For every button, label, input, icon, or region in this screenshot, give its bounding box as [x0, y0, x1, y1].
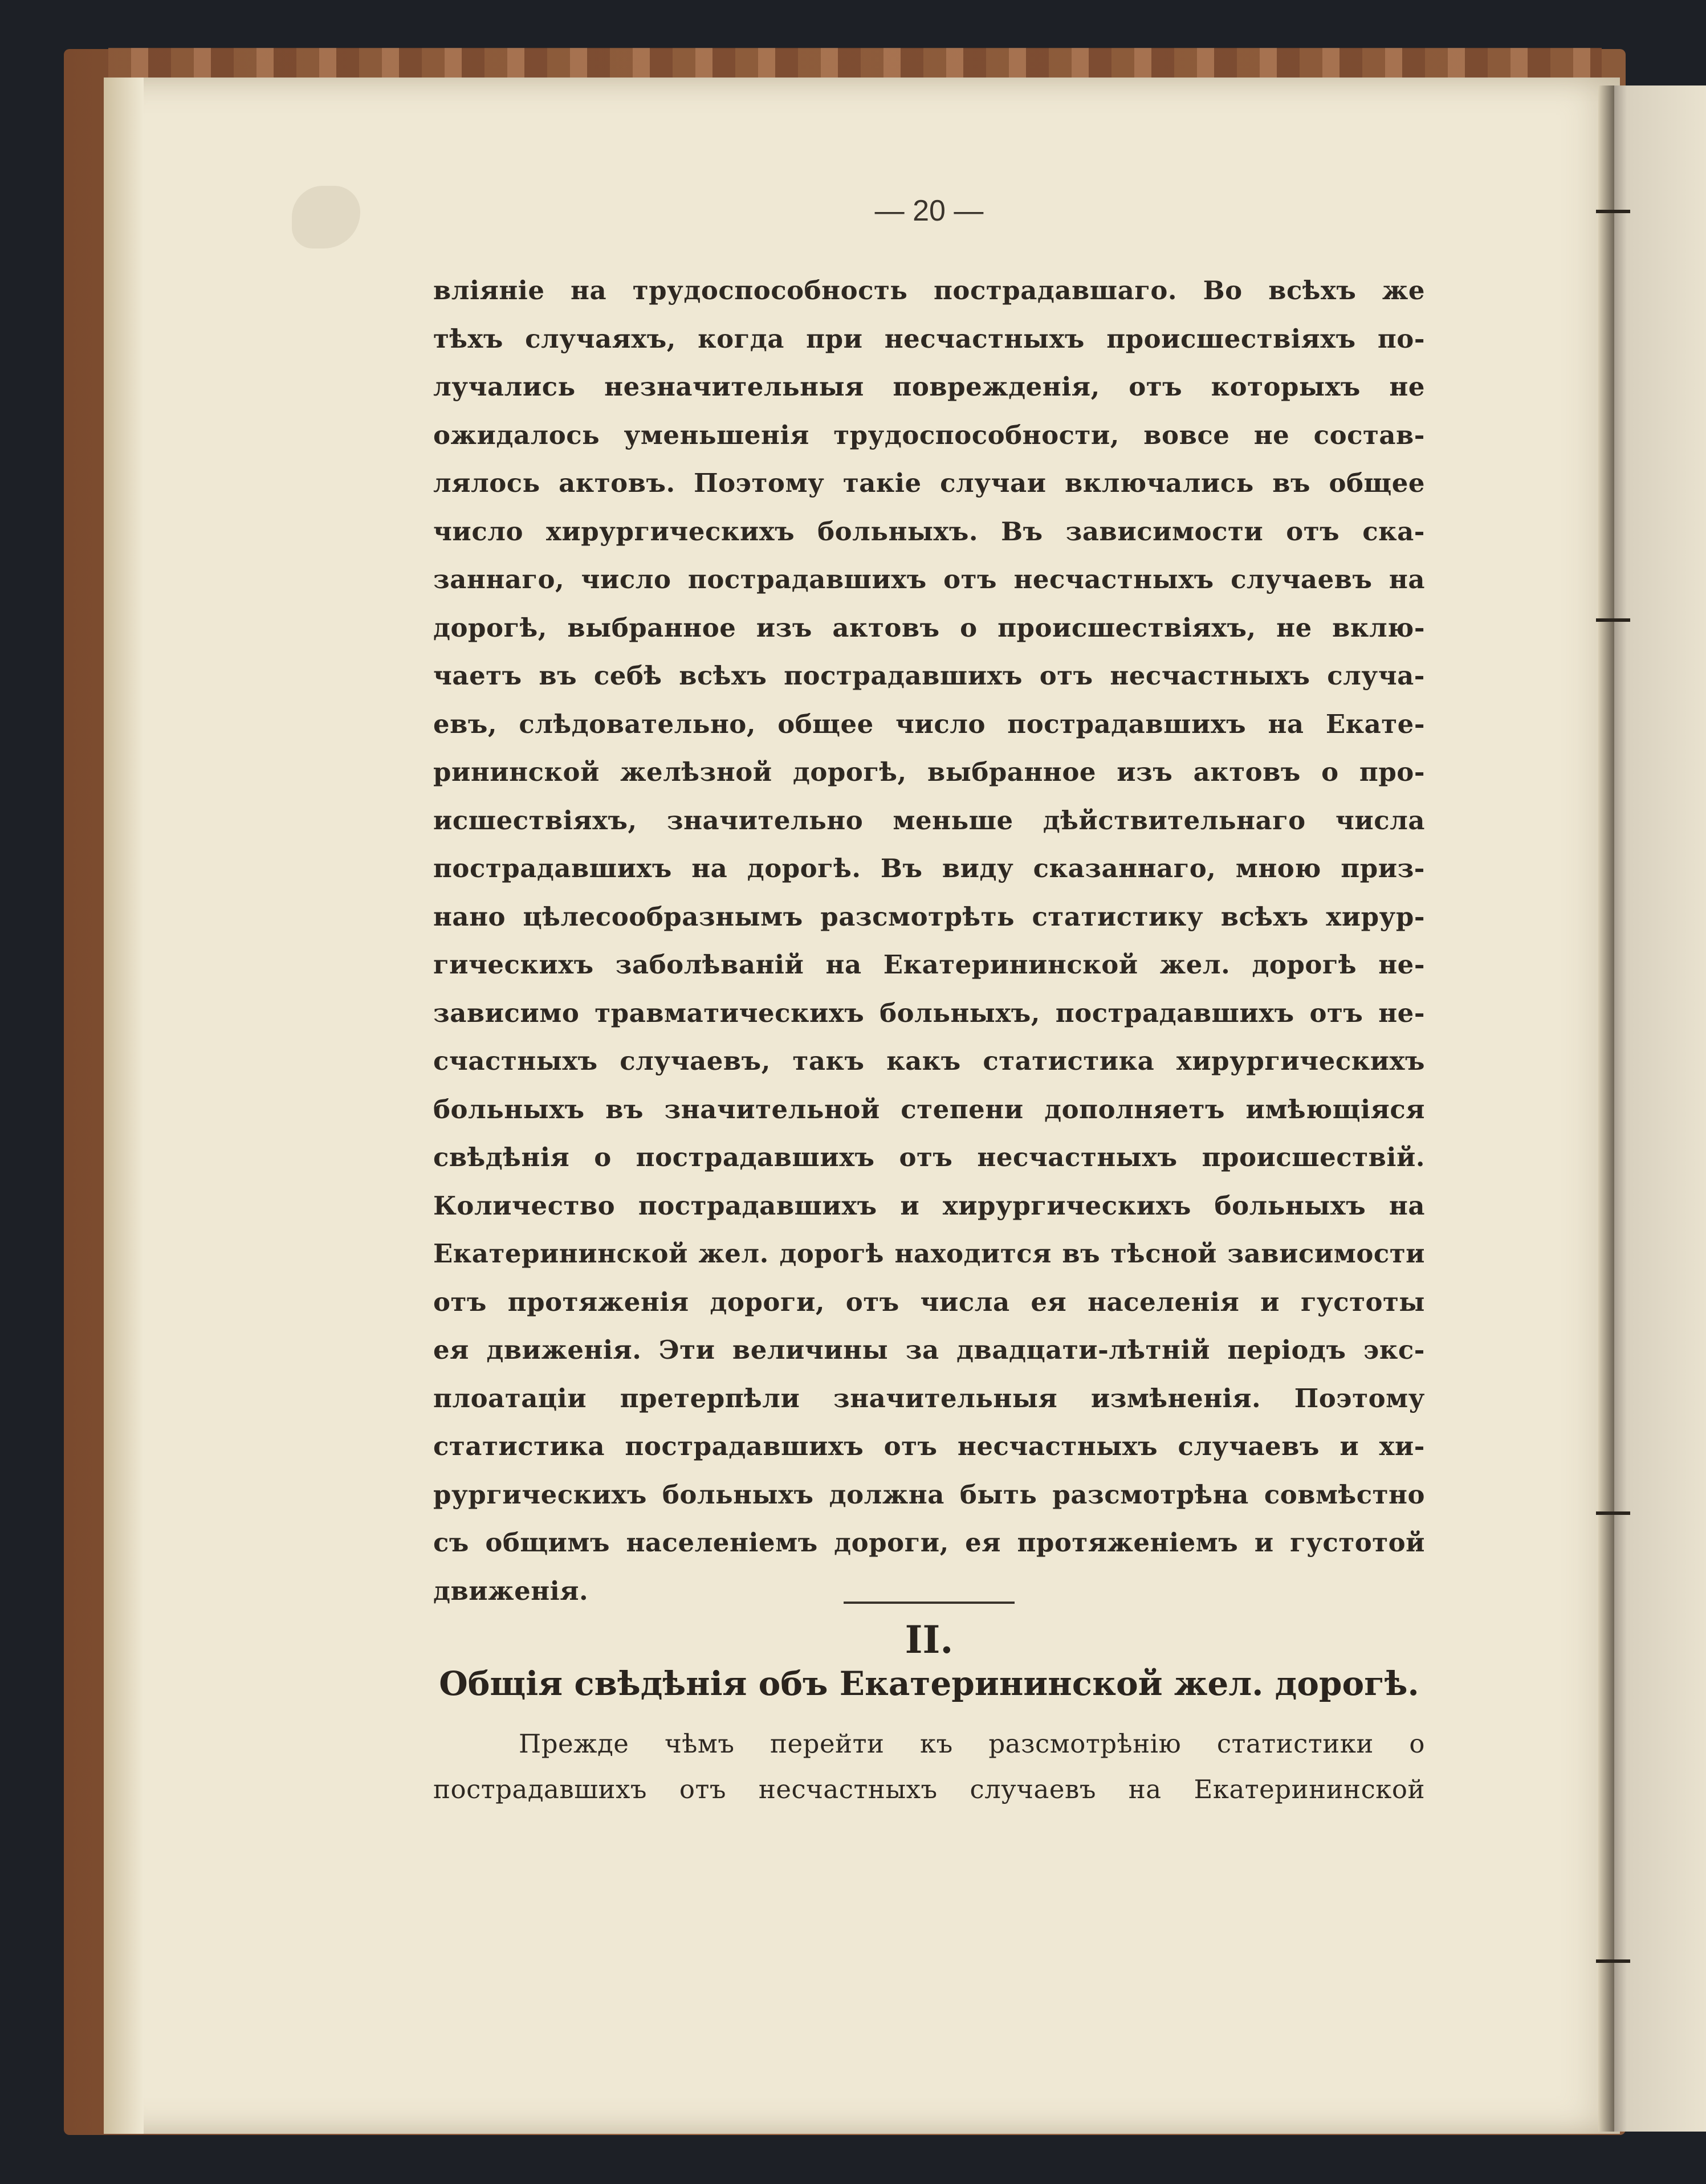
- text-line: гическихъ заболѣваній на Екатерининской жел. дорогѣ не-: [433, 950, 1425, 980]
- text-line: рининской желѣзной дорогѣ, выбранное изъ актовъ о про-: [433, 757, 1425, 787]
- text-line: рургическихъ больныхъ должна быть разсмотрѣна совмѣстно: [433, 1479, 1425, 1510]
- binding-thread: [1596, 210, 1630, 213]
- text-line: чаетъ въ себѣ всѣхъ пострадавшихъ отъ несчастныхъ случа-: [433, 661, 1425, 691]
- page-number: — 20 —: [874, 194, 984, 227]
- text-line: заннаго, число пострадавшихъ отъ несчастныхъ случаевъ на: [433, 564, 1425, 594]
- text-line: движенія.: [433, 1575, 589, 1606]
- text-line: евъ, слѣдовательно, общее число пострадавшихъ на Екате-: [433, 708, 1425, 739]
- text-line: Прежде чѣмъ перейти къ разсмотрѣнію статистики о: [519, 1729, 1425, 1759]
- text-line: отъ протяженія дороги, отъ числа ея населенія и густоты: [433, 1286, 1425, 1317]
- text-line: вліяніе на трудоспособность пострадавшаго. Во всѣхъ же: [433, 275, 1425, 305]
- text-line: счастныхъ случаевъ, такъ какъ статистика хирургическихъ: [433, 1046, 1425, 1076]
- book-gutter: [1598, 85, 1614, 2132]
- text-line: лучались незначительныя поврежденія, отъ которыхъ не: [433, 372, 1425, 402]
- text-line: зависимо травматическихъ больныхъ, пострадавшихъ отъ не-: [433, 997, 1425, 1028]
- facing-page-edge: [1607, 85, 1706, 2132]
- text-line: пострадавшихъ на дорогѣ. Въ виду сказаннаго, мною приз-: [433, 853, 1425, 883]
- text-line: ожидалось уменьшенія трудоспособности, вовсе не состав-: [433, 419, 1425, 450]
- text-line: лялось актовъ. Поэтому такіе случаи включались въ общее: [433, 468, 1425, 498]
- text-line: статистика пострадавшихъ отъ несчастныхъ случаевъ и хи-: [433, 1431, 1425, 1461]
- text-line: больныхъ въ значительной степени дополняетъ имѣющіяся: [433, 1094, 1425, 1124]
- section-rule: [844, 1602, 1015, 1604]
- text-line: тѣхъ случаяхъ, когда при несчастныхъ происшествіяхъ по-: [433, 323, 1425, 354]
- text-line: нано цѣлесообразнымъ разсмотрѣть статистику всѣхъ хирур-: [433, 901, 1425, 932]
- text-line: пострадавшихъ отъ несчастныхъ случаевъ на Екатерининской: [433, 1774, 1425, 1804]
- text-line: исшествіяхъ, значительно меньше дѣйствительнаго числа: [433, 805, 1425, 836]
- binding-thread: [1596, 618, 1630, 622]
- text-line: ея движенія. Эти величины за двадцати-лѣтній періодъ экс-: [433, 1335, 1425, 1365]
- text-line: свѣдѣнія о пострадавшихъ отъ несчастныхъ происшествій.: [433, 1142, 1425, 1172]
- text-line: дорогѣ, выбранное изъ актовъ о происшествіяхъ, не вклю-: [433, 612, 1425, 643]
- binding-thread: [1596, 1959, 1630, 1963]
- binding-thread: [1596, 1511, 1630, 1515]
- page-stain: [292, 186, 360, 248]
- section-title: Общія свѣдѣнія объ Екатерининской жел. дорогѣ.: [439, 1664, 1419, 1703]
- text-line: плоатаціи претерпѣли значительныя измѣненія. Поэтому: [433, 1383, 1425, 1413]
- text-line: съ общимъ населеніемъ дороги, ея протяженіемъ и густотой: [433, 1527, 1425, 1558]
- text-line: Количество пострадавшихъ и хирургическихъ больныхъ на: [433, 1190, 1425, 1221]
- text-line: Екатерининской жел. дорогѣ находится въ тѣсной зависимости: [433, 1238, 1425, 1269]
- section-number: II.: [905, 1617, 954, 1662]
- text-line: число хирургическихъ больныхъ. Въ зависимости отъ ска-: [433, 516, 1425, 547]
